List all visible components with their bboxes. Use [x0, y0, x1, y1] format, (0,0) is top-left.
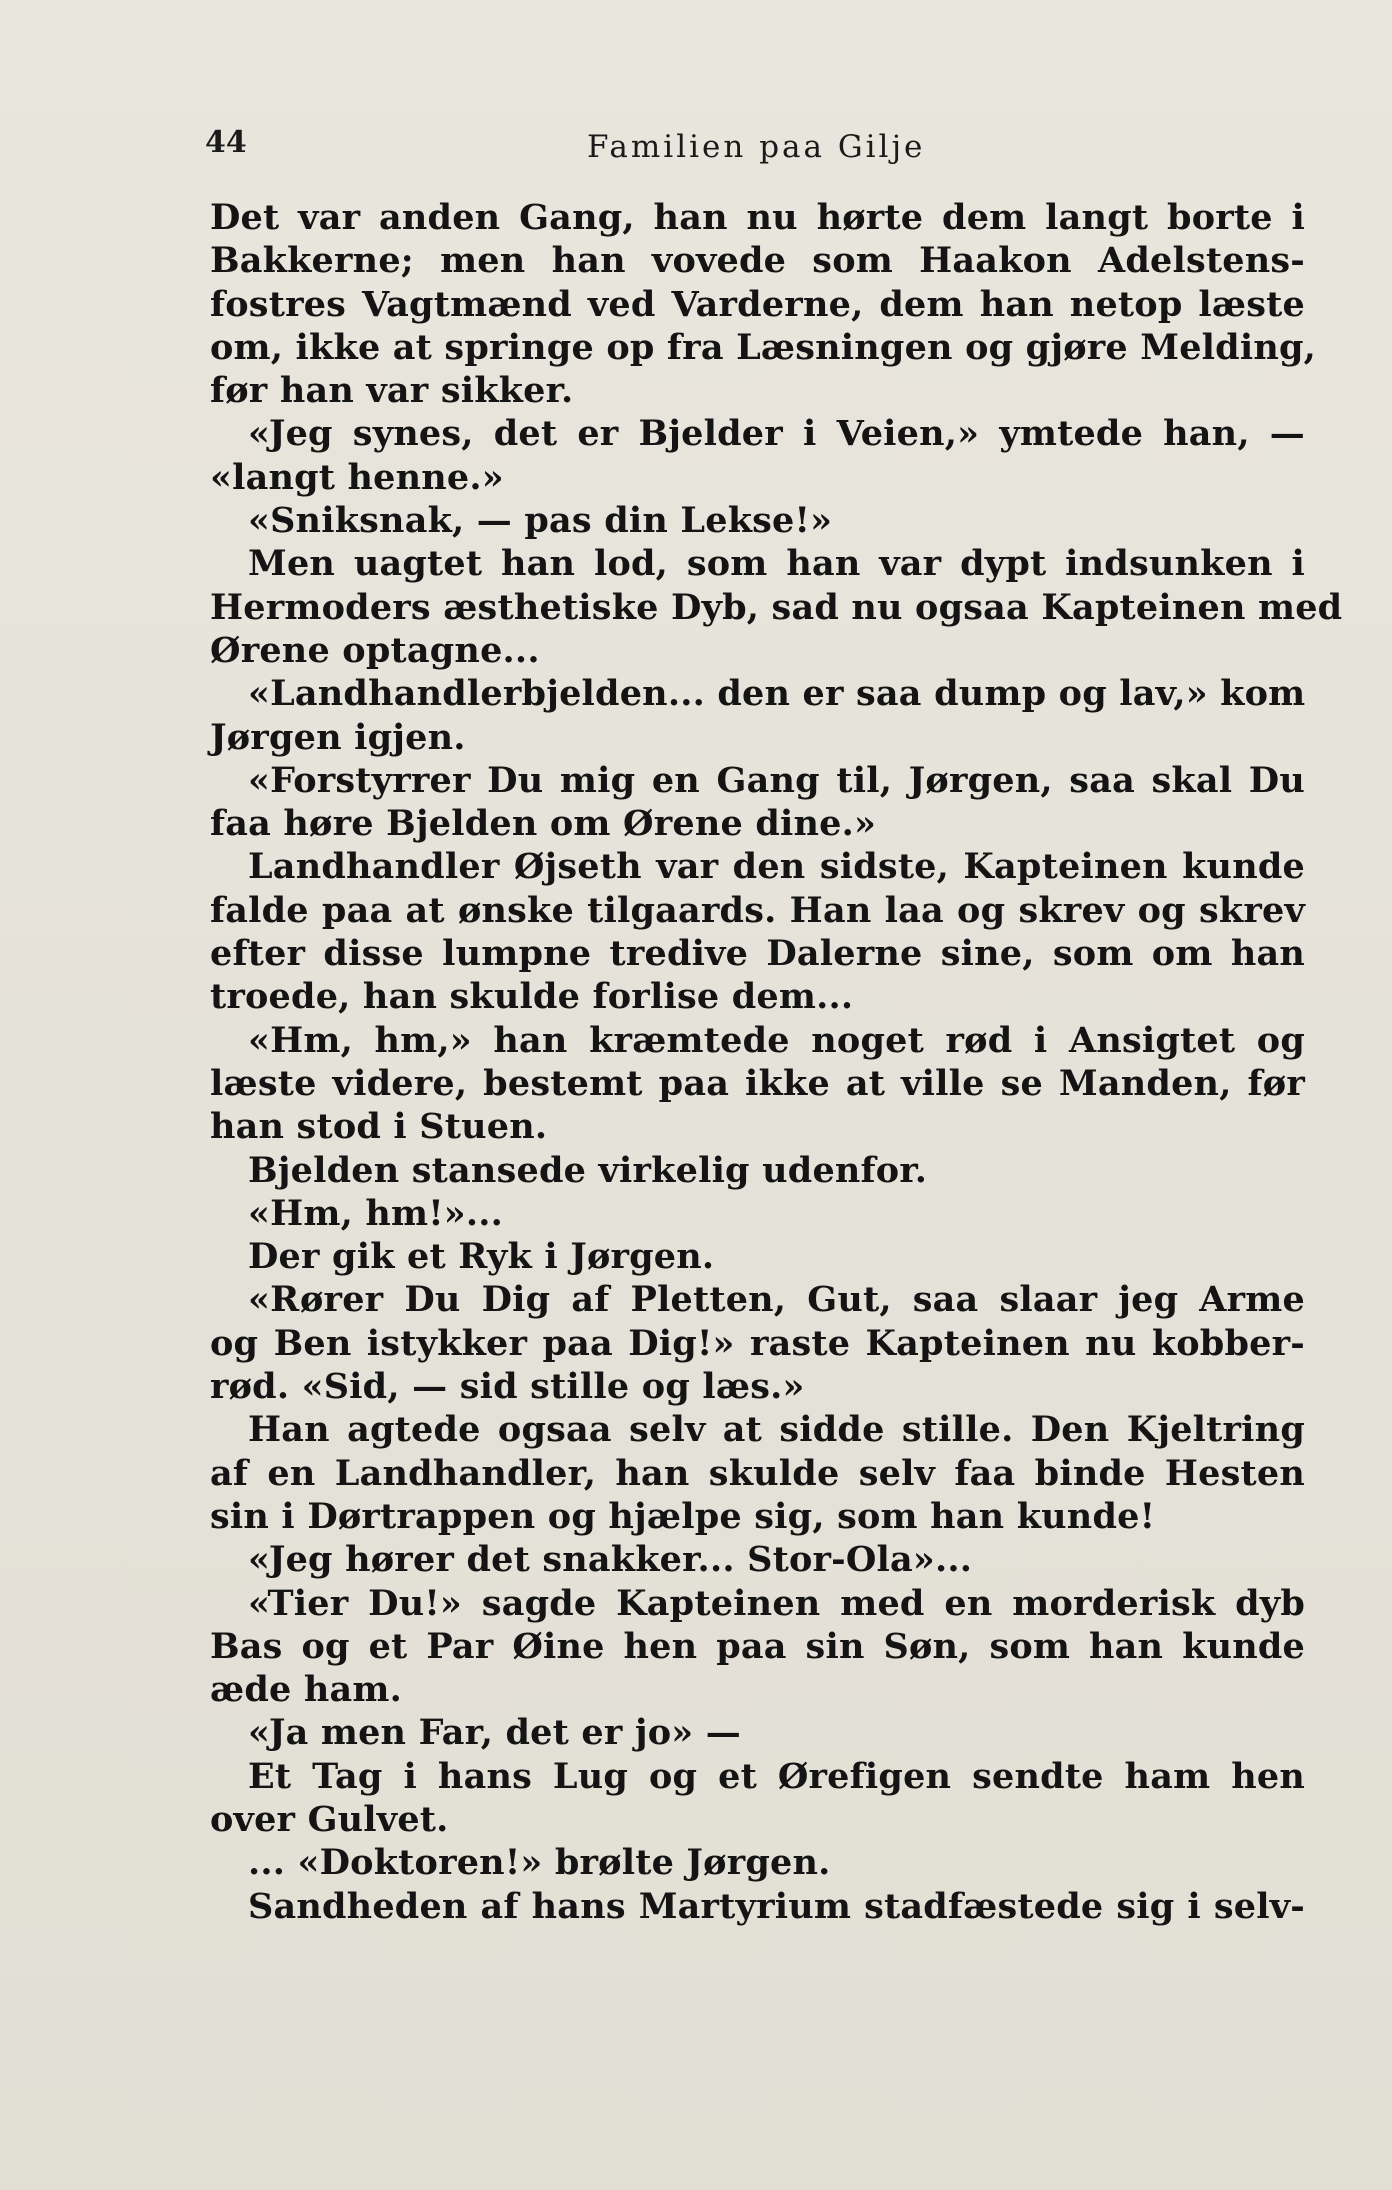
text-line: æde ham.	[210, 1669, 402, 1711]
text-line: rød. «Sid, — sid stille og læs.»	[210, 1366, 805, 1408]
text-line: af en Landhandler, han skulde selv faa binde Hesten	[210, 1452, 1305, 1494]
text-line: «langt henne.»	[210, 456, 504, 498]
text-line: Landhandler Øjseth var den sidste, Kapteinen kunde	[248, 846, 1305, 888]
text-line: Bas og et Par Øine hen paa sin Søn, som han kunde	[210, 1625, 1305, 1667]
text-line: «Landhandlerbjelden... den er saa dump og lav,» kom	[248, 673, 1306, 715]
text-line: Bjelden stansede virkelig udenfor.	[248, 1149, 928, 1191]
text-line: «Hm, hm,» han kræmtede noget rød i Ansigtet og	[248, 1019, 1305, 1061]
text-line: læste videre, bestemt paa ikke at ville se Manden, før	[210, 1062, 1305, 1104]
text-line: Men uagtet han lod, som han var dypt indsunken i	[248, 543, 1305, 585]
text-line: han stod i Stuen.	[210, 1106, 548, 1148]
text-line: troede, han skulde forlise dem...	[210, 976, 854, 1018]
running-head	[205, 125, 1305, 175]
text-line: Ørene optagne...	[210, 629, 540, 671]
text-line: «Hm, hm!»...	[248, 1192, 504, 1234]
text-line: fostres Vagtmænd ved Varderne, dem han netop læste	[210, 283, 1305, 325]
text-line: om, ikke at springe op fra Læsningen og gjøre Melding,	[210, 326, 1317, 368]
text-line: Det var anden Gang, han nu hørte dem langt borte i	[210, 197, 1305, 238]
text-line: efter disse lumpne tredive Dalerne sine, som om han	[210, 933, 1305, 975]
text-line: «Forstyrrer Du mig en Gang til, Jørgen, saa skal Du	[248, 759, 1305, 801]
text-line: «Ja men Far, det er jo» —	[248, 1712, 741, 1754]
text-line: faa høre Bjelden om Ørene dine.»	[210, 803, 877, 845]
running-title: Familien paa Gilje	[587, 129, 926, 165]
text-line: Sandheden af hans Martyrium stadfæstede sig i selv-	[248, 1885, 1305, 1927]
text-line: «Tier Du!» sagde Kapteinen med en morderisk dyb	[248, 1582, 1305, 1624]
text-line: over Gulvet.	[210, 1798, 449, 1840]
text-line: sin i Dørtrappen og hjælpe sig, som han kunde!	[210, 1495, 1156, 1537]
text-line: Hermoders æsthetiske Dyb, sad nu ogsaa Kapteinen med	[210, 586, 1343, 628]
text-line: falde paa at ønske tilgaards. Han laa og skrev og skrev	[210, 889, 1305, 931]
text-line: «Rører Du Dig af Pletten, Gut, saa slaar jeg Arme	[248, 1279, 1305, 1321]
text-line: Jørgen igjen.	[210, 716, 466, 758]
text-line: Der gik et Ryk i Jørgen.	[248, 1236, 715, 1278]
text-line: «Jeg synes, det er Bjelder i Veien,» ymtede han, —	[248, 413, 1305, 455]
text-line: Bakkerne; men han vovede som Haakon Adelstens-	[210, 240, 1305, 282]
page-number: 44	[205, 125, 247, 160]
text-line: Et Tag i hans Lug og et Ørefigen sendte ham hen	[248, 1755, 1305, 1797]
text-line: Han agtede ogsaa selv at sidde stille. Den Kjeltring	[248, 1409, 1305, 1451]
text-line: «Jeg hører det snakker... Stor-Ola»...	[248, 1539, 973, 1581]
body-text	[210, 196, 1343, 1928]
text-line: ... «Doktoren!» brølte Jørgen.	[248, 1842, 831, 1884]
text-line: og Ben istykker paa Dig!» raste Kapteinen nu kobber-	[210, 1322, 1305, 1364]
text-line: før han var sikker.	[210, 370, 574, 412]
text-line: «Sniksnak, — pas din Lekse!»	[248, 500, 833, 542]
